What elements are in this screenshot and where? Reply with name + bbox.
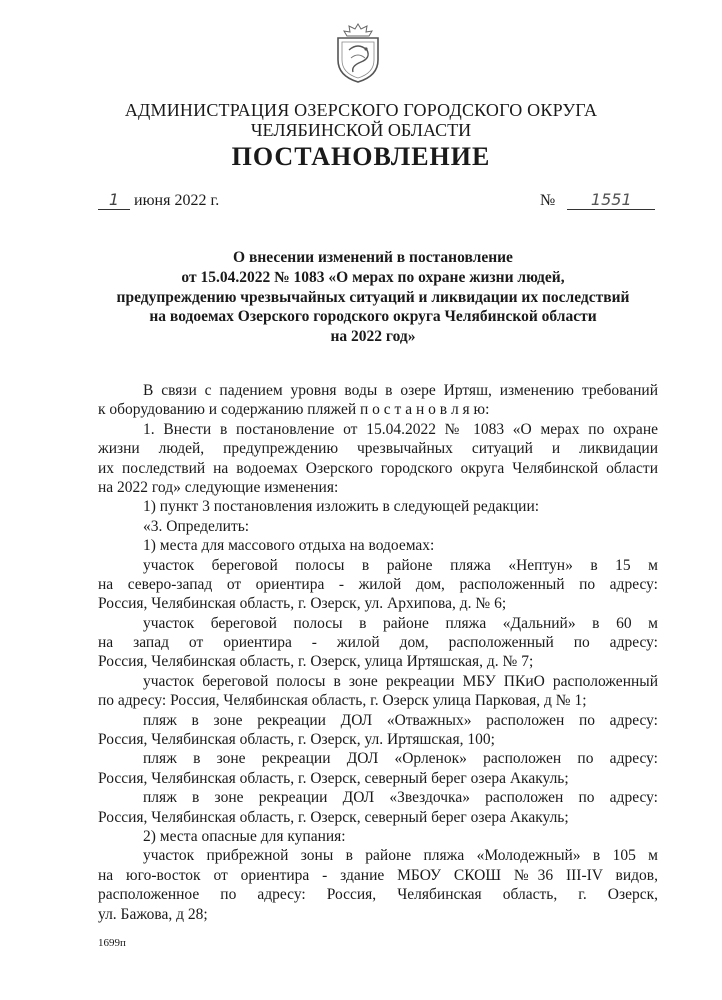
number-value: 1551 (567, 190, 655, 210)
organization-name-line2: ЧЕЛЯБИНСКОЙ ОБЛАСТИ (250, 120, 472, 140)
body-line: на северо-запад от ориентира - жилой дом, расположенный по адресу: (98, 575, 658, 593)
number-label: № (540, 192, 556, 209)
body-line: пляж в зоне рекреации ДОЛ «Орленок» расположен по адресу: (143, 750, 658, 768)
document-date (98, 190, 219, 210)
title-line: предупреждению чрезвычайных ситуаций и ликвидации их последствий (116, 288, 630, 306)
body-line: Россия, Челябинская область, г. Озерск, ул. Архипова, д. № 6; (98, 595, 507, 613)
body-line: В связи с падением уровня воды в озере Иртяш, изменению требований (143, 382, 658, 399)
body-line: участок береговой полосы в районе пляжа «Нептун» в 15 м (143, 556, 658, 574)
date-month-year: июня 2022 г. (134, 192, 220, 209)
body-line: ул. Бажова, д 28; (98, 905, 208, 923)
document-number (540, 190, 655, 210)
body-line: 1) места для массового отдыха на водоемах: (143, 537, 435, 555)
coat-of-arms-icon (331, 22, 385, 84)
date-day: 1 (98, 190, 130, 210)
footer-code: 1699п (98, 937, 126, 949)
title-line: на 2022 год» (330, 328, 416, 346)
body-line: участок береговой полосы в зоне рекреации МБУ ПКиО расположенный (143, 672, 658, 690)
body-line: Россия, Челябинская область, г. Озерск, северный берег озера Акакуль; (98, 808, 569, 826)
body-line: 1) пункт 3 постановления изложить в следующей редакции: (143, 498, 540, 516)
body-line: 1. Внести в постановление от 15.04.2022 № 1083 «О мерах по охране (143, 420, 658, 438)
body-line: на 2022 год» следующие изменения: (98, 478, 339, 496)
body-line: 2) места опасные для купания: (143, 827, 346, 845)
body-line: Россия, Челябинская область, г. Озерск, улица Иртяшская, д. № 7; (98, 653, 534, 671)
body-line: на юго-восток от ориентира - здание МБОУ СКОШ №36 III-IV видов, (98, 866, 658, 884)
document-body (98, 381, 658, 924)
body-line: Россия, Челябинская область, г. Озерск, северный берег озера Акакуль; (98, 769, 569, 787)
body-line: Россия, Челябинская область, г. Озерск, ул. Иртяшская, 100; (98, 731, 495, 749)
body-line: «3. Определить: (143, 517, 250, 535)
body-line: жизни людей, предупреждению чрезвычайных ситуаций и ликвидации (98, 440, 658, 458)
body-line: пляж в зоне рекреации ДОЛ «Отважных» расположен по адресу: (143, 711, 658, 729)
body-line: расположенное по адресу: Россия, Челябинская область, г. Озерск, (98, 886, 658, 904)
title-line: О внесении изменений в постановление (233, 249, 513, 266)
body-line: пляж в зоне рекреации ДОЛ «Звездочка» расположен по адресу: (143, 789, 658, 807)
body-line: к оборудованию и содержанию пляжей п о с т а н о в л я ю: (98, 401, 490, 419)
title-line: от 15.04.2022 № 1083 «О мерах по охране жизни людей, (181, 268, 565, 286)
document-type-heading: ПОСТАНОВЛЕНИЕ (231, 142, 491, 171)
body-line: их последствий на водоемах Озерского городского округа Челябинской области (98, 459, 658, 477)
title-line: на водоемах Озерского городского округа Челябинской области (149, 308, 597, 326)
organization-name-line1: АДМИНИСТРАЦИЯ ОЗЕРСКОГО ГОРОДСКОГО ОКРУГА (124, 100, 598, 120)
body-line: участок береговой полосы в районе пляжа «Дальний» в 60 м (143, 614, 658, 632)
body-line: участок прибрежной зоны в районе пляжа «Молодежный» в 105 м (143, 847, 658, 865)
body-line: на запад от ориентира - жилой дом, расположенный по адресу: (98, 634, 658, 652)
document-title (98, 248, 648, 347)
body-line: по адресу: Россия, Челябинская область, г. Озерск улица Парковая, д № 1; (98, 692, 587, 710)
